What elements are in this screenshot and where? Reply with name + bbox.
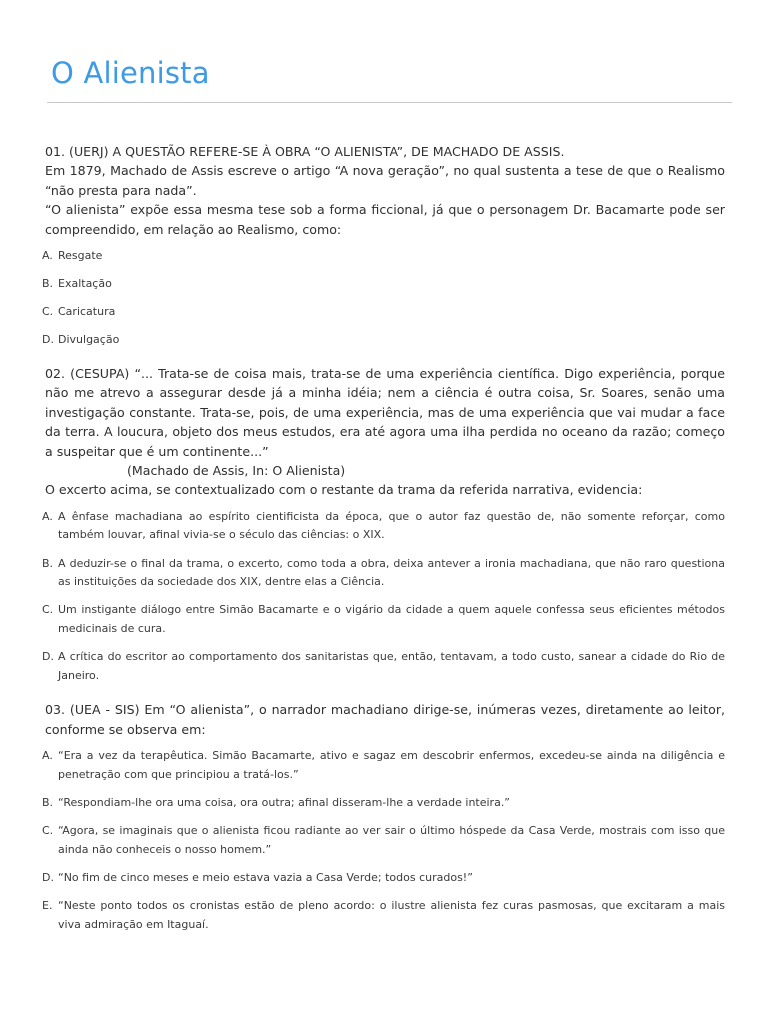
option-text: “Respondiam-lhe ora uma coisa, ora outra; afinal disseram-lhe a verdade inteira.” bbox=[58, 795, 511, 809]
option-b[interactable] bbox=[42, 794, 725, 813]
option-c[interactable] bbox=[42, 303, 725, 322]
question-1-options bbox=[42, 247, 725, 350]
option-letter: E. bbox=[42, 899, 53, 913]
option-letter: C. bbox=[42, 603, 54, 617]
option-c[interactable] bbox=[42, 601, 725, 638]
option-letter: A. bbox=[42, 509, 53, 523]
option-letter: D. bbox=[42, 650, 54, 664]
question-2 bbox=[42, 364, 725, 685]
option-text: Divulgação bbox=[58, 333, 120, 347]
option-a[interactable] bbox=[42, 508, 725, 545]
document-body bbox=[42, 142, 725, 948]
option-text: A ênfase machadiana ao espírito cientificista da época, que o autor faz questão de, não somente reforçar, como também louvar, afinal vivia-se o século das ciências: o XIX. bbox=[58, 509, 725, 542]
question-2-prompt: O excerto acima, se contextualizado com o restante da trama da referida narrativa, evidencia: bbox=[45, 482, 643, 498]
option-letter: B. bbox=[42, 795, 54, 809]
question-1-prompt: “O alienista” expõe essa mesma tese sob a forma ficcional, já que o personagem Dr. Bacamarte pode ser compreendido, em relação ao Realismo, como: bbox=[45, 202, 725, 237]
option-a[interactable] bbox=[42, 747, 725, 784]
option-text: Exaltação bbox=[58, 277, 112, 291]
option-b[interactable] bbox=[42, 275, 725, 294]
question-1-header: 01. (UERJ) A QUESTÃO REFERE-SE À OBRA “O ALIENISTA”, DE MACHADO DE ASSIS. bbox=[45, 144, 565, 159]
title-divider bbox=[47, 102, 732, 103]
option-text: Caricatura bbox=[58, 305, 116, 319]
option-letter: A. bbox=[42, 749, 53, 763]
option-e[interactable] bbox=[42, 897, 725, 934]
question-1 bbox=[42, 142, 725, 350]
question-3 bbox=[42, 700, 725, 934]
option-c[interactable] bbox=[42, 822, 725, 859]
option-letter: C. bbox=[42, 824, 54, 838]
option-a[interactable] bbox=[42, 247, 725, 266]
question-2-excerpt: 02. (CESUPA) “... Trata-se de coisa mais, trata-se de uma experiência científica. Digo experiência, porque não me atrevo a assegurar desde já a minha idéia; nem a ciência é outra coisa, Sr. Soares, senão uma investigação constante. Trata-se, pois, de uma experiência, mas de uma experiência que vai mudar a face da terra. A loucura, objeto dos meus estudos, era até agora uma ilha perdida no oceano da razão; começo a suspeitar que é um continente...” bbox=[45, 365, 725, 459]
option-d[interactable] bbox=[42, 648, 725, 685]
question-1-context: Em 1879, Machado de Assis escreve o artigo “A nova geração”, no qual sustenta a tese de que o Realismo “não presta para nada”. bbox=[45, 163, 725, 198]
option-letter: A. bbox=[42, 249, 53, 263]
option-b[interactable] bbox=[42, 555, 725, 592]
option-d[interactable] bbox=[42, 869, 725, 888]
question-2-options bbox=[42, 508, 725, 686]
option-letter: D. bbox=[42, 333, 54, 347]
option-text: “Agora, se imaginais que o alienista ficou radiante ao ver sair o último hóspede da Casa Verde, mostrais com isso que ainda não conheceis o nosso homem.” bbox=[58, 824, 725, 856]
page-title: O Alienista bbox=[51, 56, 210, 90]
option-letter: B. bbox=[42, 556, 54, 570]
question-3-options bbox=[42, 747, 725, 934]
option-text: A crítica do escritor ao comportamento dos sanitaristas que, então, tentavam, a todo custo, sanear a cidade do Rio de Janeiro. bbox=[58, 650, 725, 682]
option-text: Resgate bbox=[58, 249, 103, 263]
option-d[interactable] bbox=[42, 331, 725, 350]
question-3-prompt: 03. (UEA - SIS) Em “O alienista”, o narrador machadiano dirige-se, inúmeras vezes, diretamente ao leitor, conforme se observa em: bbox=[45, 702, 725, 737]
option-letter: C. bbox=[42, 305, 54, 319]
option-text: “No fim de cinco meses e meio estava vazia a Casa Verde; todos curados!” bbox=[58, 870, 473, 884]
question-2-source: (Machado de Assis, In: O Alienista) bbox=[127, 462, 346, 478]
option-letter: B. bbox=[42, 277, 54, 291]
option-text: “Era a vez da terapêutica. Simão Bacamarte, ativo e sagaz em descobrir enfermos, excedeu-se ainda na diligência e penetração com que principiou a tratá-los.” bbox=[58, 749, 725, 781]
option-letter: D. bbox=[42, 870, 54, 884]
option-text: A deduzir-se o final da trama, o excerto, como toda a obra, deixa antever a ironia machadiana, que não raro questiona as instituições da sociedade dos XIX, dentre elas a Ciência. bbox=[58, 556, 725, 589]
option-text: Um instigante diálogo entre Simão Bacamarte e o vigário da cidade a quem aquele confessa seus eficientes métodos medicinais de cura. bbox=[58, 603, 725, 635]
option-text: “Neste ponto todos os cronistas estão de pleno acordo: o ilustre alienista fez curas pasmosas, que excitaram a mais viva admiração em Itaguaí. bbox=[58, 899, 725, 931]
